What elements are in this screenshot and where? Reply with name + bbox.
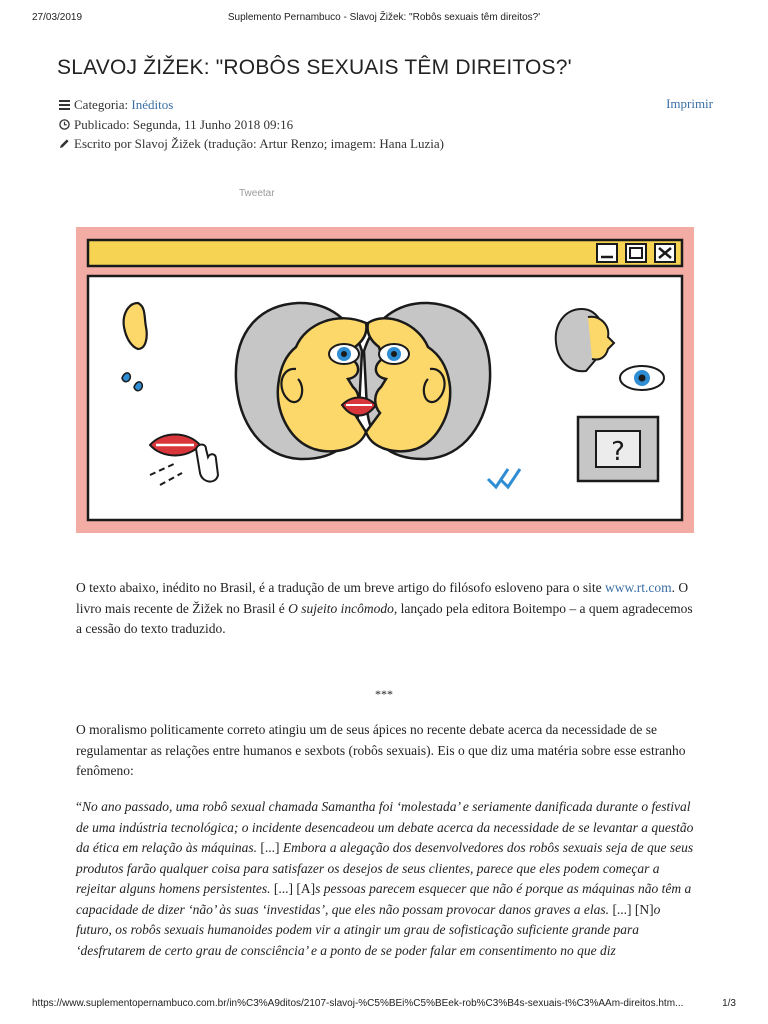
- category-row: [57, 95, 444, 115]
- page-number: 1/3: [722, 998, 736, 1009]
- quote-text-1: No ano passado, uma robô sexual chamada Samantha foi ‘molestada’ e seriamente danificada durante o festival de uma indústria tecnológica; o incidente desencadeou um debate acerca da necessidade de se levantar a questão da ética em relação às máquinas.: [76, 799, 694, 855]
- print-button[interactable]: Imprimir: [666, 96, 713, 111]
- rt-link[interactable]: www.rt.com: [604, 580, 672, 595]
- minimize-icon: [597, 244, 617, 262]
- question-mark-icon: [578, 417, 658, 481]
- quote-ellipsis-3: [...] [N]: [612, 901, 654, 917]
- clock-icon: [57, 119, 71, 130]
- list-icon: [57, 100, 71, 110]
- print-header: [32, 12, 736, 28]
- block-quote: [76, 797, 696, 961]
- category-label: Categoria:: [74, 97, 129, 112]
- article-title: SLAVOJ ŽIŽEK: "ROBÔS SEXUAIS TÊM DIREITOS?': [57, 56, 572, 79]
- print-footer: [32, 998, 736, 1014]
- section-separator: ***: [375, 687, 393, 701]
- close-icon: [655, 244, 675, 262]
- print-date: 27/03/2019: [32, 12, 83, 23]
- quote-ellipsis-2: [...] [A]: [273, 881, 316, 896]
- quote-text-3: s pessoas parecem esquecer que não é porque as máquinas não têm a capacidade de dizer ‘não’ às suas ‘investidas’, que eles não possam provocar danos graves a elas.: [76, 881, 692, 917]
- intro-text-2: . O livro mais recente de Žižek no Brasil é: [76, 580, 689, 616]
- quote-ellipsis-1: [...]: [260, 840, 280, 855]
- pencil-icon: [57, 138, 71, 149]
- published-date: Publicado: Segunda, 11 Junho 2018 09:16: [74, 116, 294, 132]
- quote-mark: “: [76, 799, 82, 814]
- window-title-bar: [88, 240, 682, 266]
- author-row: [57, 134, 444, 154]
- intro-text-3: , lançado pela editora Boitempo – a quem agradecemos a cessão do texto traduzido.: [76, 600, 693, 636]
- print-page-title: Suplemento Pernambuco - Slavoj Žižek: "Robôs sexuais têm direitos?': [227, 12, 541, 23]
- quote-text-4: o futuro, os robôs sexuais humanoides podem vir a atingir um grau de sofisticação suficiente grande para ‘desfrutarem de certo grau de consciência’ e a ponto de se poder falar em consentimento no que diz: [76, 901, 661, 958]
- book-title: O sujeito incômodo: [288, 600, 394, 616]
- quote-text-2: Embora a alegação dos desenvolvedores dos robôs sexuais seja de que seus produtos farão qualquer coisa para satisfazer os desejos de seus clientes, parece que eles podem começar a rejeitar alguns homens persistentes.: [76, 840, 694, 896]
- maximize-icon: [626, 244, 646, 262]
- article-meta: [57, 95, 444, 154]
- intro-text-1: O texto abaixo, inédito no Brasil, é a tradução de um breve artigo do filósofo esloveno para o site: [76, 580, 605, 595]
- body-paragraph: O moralismo politicamente correto atingiu um de seus ápices no recente debate acerca da necessidade de se regulamentar as relações entre humanos e sexbots (robôs sexuais). Eis o que diz uma matéria sobre esse estranho fenômeno:: [76, 722, 686, 778]
- svg-text:?: ?: [611, 437, 625, 467]
- category-link[interactable]: Inéditos: [131, 97, 174, 112]
- tweet-button[interactable]: Tweetar: [239, 188, 275, 199]
- author-credit: Escrito por Slavoj Žižek (tradução: Artur Renzo; imagem: Hana Luzia): [74, 136, 445, 151]
- print-url: https://www.suplementopernambuco.com.br/in%C3%A9ditos/2107-slavoj-%C5%BEi%C5%BEek-rob%C3%B4s-sexuais-t%C3%AAm-direitos.htm...: [32, 998, 684, 1009]
- published-row: [57, 115, 444, 135]
- intro-paragraph: [76, 578, 696, 640]
- hero-illustration: [76, 227, 694, 533]
